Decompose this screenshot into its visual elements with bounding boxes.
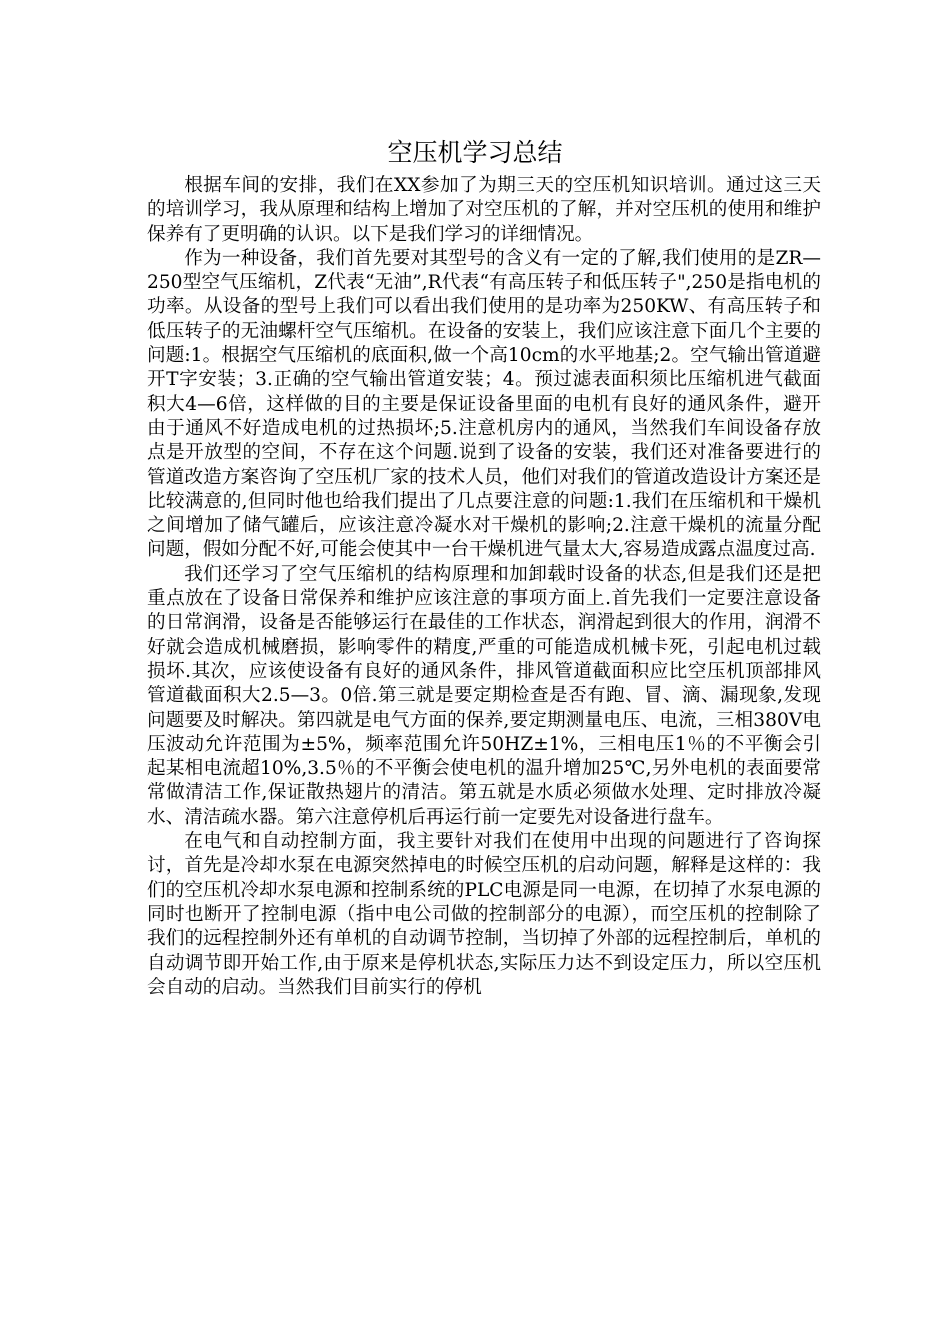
document-title: 空压机学习总结 [387, 138, 563, 167]
paragraph-electrical-control: 在电气和自动控制方面，我主要针对我们在使用中出现的问题进行了咨询探讨，首先是冷却水泵在电源突然掉电的时候空压机的启动问题，解释是这样的：我们的空压机冷却水泵电源和控制系统的PLC电源是同一电源，在切掉了水泵电源的同时也断开了控制电源（指中电公司做的控制部分的电源），而空压机的控制除了我们的远程控制外还有单机的自动调节控制，当切掉了外部的远程控制后，单机的自动调节即开始工作,由于原来是停机状态,实际压力达不到设定压力，所以空压机会自动的启动。当然我们目前实行的停机 [147, 831, 821, 998]
document-body [147, 174, 821, 1000]
paragraph-intro: 根据车间的安排，我们在XX参加了为期三天的空压机知识培训。通过这三天的培训学习，我从原理和结构上增加了对空压机的了解，并对空压机的使用和维护保养有了更明确的认识。以下是我们学习的详细情况。 [147, 175, 821, 245]
paragraph-maintenance: 我们还学习了空气压缩机的结构原理和加卸载时设备的状态,但是我们还是把重点放在了设备日常保养和维护应该注意的事项方面上.首先我们一定要注意设备的日常润滑，设备是否能够运行在最佳的工作状态，润滑起到很大的作用，润滑不好就会造成机械磨损，影响零件的精度,严重的可能造成机械卡死，引起电机过载损坏.其次，应该使设备有良好的通风条件，排风管道截面积应比空压机顶部排风管道截面积大2.5—3。0倍.第三就是要定期检查是否有跑、冒、滴、漏现象,发现问题要及时解决。第四就是电气方面的保养,要定期测量电压、电流，三相380V电压波动允许范围为±5%，频率范围允许50HZ±1%，三相电压1％的不平衡会引起某相电流超10%,3.5％的不平衡会使电机的温升增加25℃,另外电机的表面要常常做清洁工作,保证散热翅片的清洁。第五就是水质必须做水处理、定时排放冷凝水、清洁疏水器。第六注意停机后再运行前一定要先对设备进行盘车。 [147, 563, 821, 828]
paragraph-model-and-installation: 作为一种设备，我们首先要对其型号的含义有一定的了解,我们使用的是ZR—250型空气压缩机，Z代表“无油”,R代表“有高压转子和低压转子",250是指电机的功率。从设备的型号上我们可以看出我们使用的是功率为250KW、有高压转子和低压转子的无油螺杆空气压缩机。在设备的安装上，我们应该注意下面几个主要的问题:1。根据空气压缩机的底面积,做一个高10cm的水平地基;2。空气输出管道避开T字安装；3.正确的空气输出管道安装；4。预过滤表面积须比压缩机进气截面积大4—6倍，这样做的目的主要是保证设备里面的电机有良好的通风条件，避开由于通风不好造成电机的过热损坏;5.注意机房内的通风，当然我们车间设备存放点是开放型的空间，不存在这个问题.说到了设备的安装，我们还对准备要进行的管道改造方案咨询了空压机厂家的技术人员，他们对我们的管道改造设计方案还是比较满意的,但同时他也给我们提出了几点要注意的问题:1.我们在压缩机和干燥机之间增加了储气罐后，应该注意冷凝水对干燥机的影响;2.注意干燥机的流量分配问题，假如分配不好,可能会使其中一台干燥机进气量太大,容易造成露点温度过高. [147, 247, 821, 561]
